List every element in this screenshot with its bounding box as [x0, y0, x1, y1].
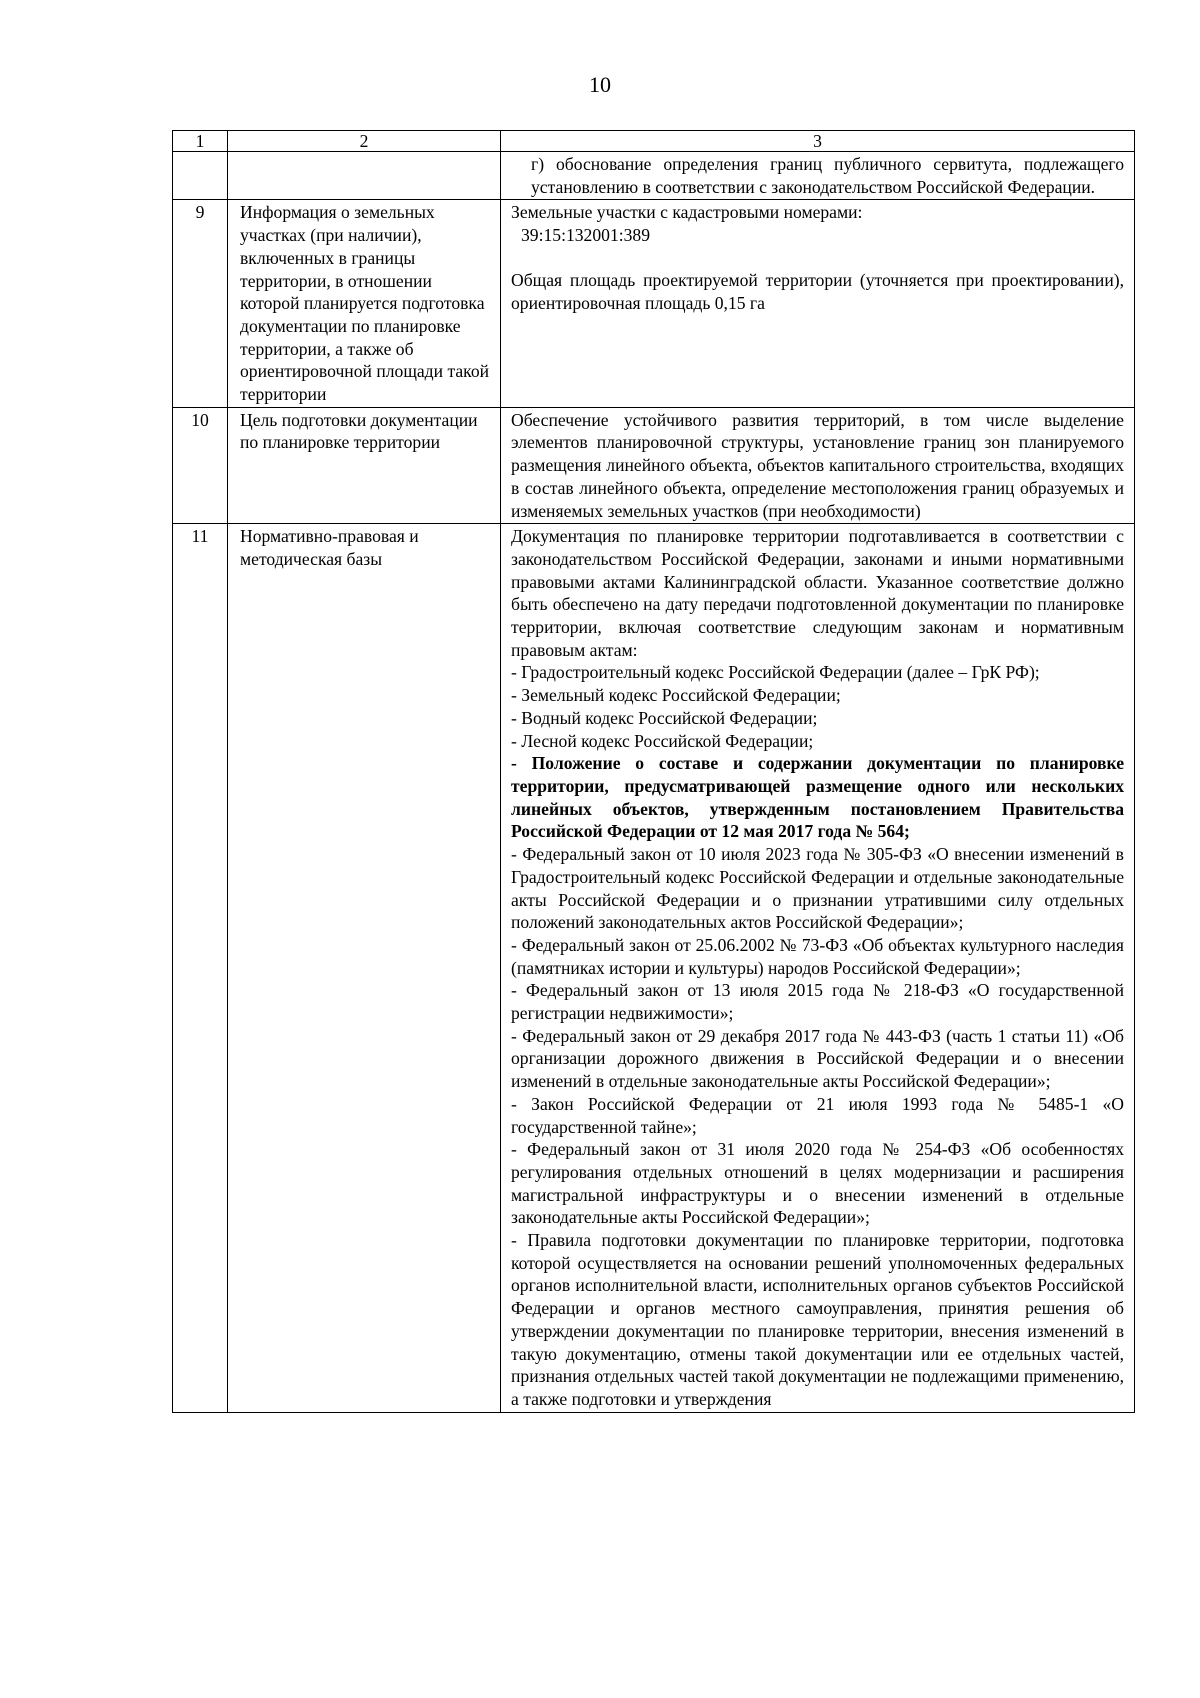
table-header-row — [173, 131, 1135, 152]
list-item: - Земельный кодекс Российской Федерации; — [511, 685, 841, 706]
table-row — [173, 524, 1135, 1412]
row-content — [501, 200, 1135, 407]
list-item: - Федеральный закон от 29 декабря 2017 года № 443-ФЗ (часть 1 статьи 11) «Об организации дорожного движения в Российской Федерации и о внесении изменений в отдельные законодательные акты Российской Федерации»; — [511, 1025, 1124, 1092]
area-text: Общая площадь проектируемой территории (уточняется при проектировании), ориентировочная площадь 0,15 га — [511, 269, 1124, 313]
list-item: - Федеральный закон от 31 июля 2020 года № 254-ФЗ «Об особенностях регулирования отдельных отношений в целях модернизации и расширения магистральной инфраструктуры и о внесении изменений в отдельные законодательные акты Российской Федерации»; — [511, 1139, 1124, 1228]
list-item: - Градостроительный кодекс Российской Федерации (далее – ГрК РФ); — [511, 662, 1040, 683]
table-row — [173, 152, 1135, 200]
intro-paragraph: Документация по планировке территории подготавливается в соответствии с законодательством Российской Федерации, законами и иными нормативными правовыми актами Калининградской области. Указанное соответствие должно быть обеспечено на дату передачи подготовленной документации по планировке территории, включая соответствие следующим законам и нормативным правовым актам: — [511, 526, 1124, 660]
list-item: - Федеральный закон от 13 июля 2015 года № 218-ФЗ «О государственной регистрации недвижимости»; — [511, 980, 1124, 1024]
land-plots-heading: Земельные участки с кадастровыми номерами: — [511, 202, 863, 223]
continuation-text: г) обоснование определения границ публичного сервитута, подлежащего установлению в соответствии с законодательством Российской Федерации. — [531, 154, 1124, 197]
row-content — [501, 524, 1135, 1412]
header-col-1: 1 — [173, 131, 228, 152]
header-col-2: 2 — [228, 131, 501, 152]
list-item-bold: - Положение о составе и содержании документации по планировке территории, предусматривающей размещение одного или нескольких линейных объектов, утвержденным постановлением Правительства Российской Федерации от 12 мая 2017 года № 564; — [511, 753, 1124, 842]
table-row — [173, 407, 1135, 524]
cadastral-number: 39:15:132001:389 — [521, 225, 651, 246]
list-item: - Федеральный закон от 25.06.2002 № 73-ФЗ «Об объектах культурного наследия (памятниках истории и культуры) народов Российской Федерации»; — [511, 934, 1124, 978]
table-row — [173, 200, 1135, 407]
page-number: 10 — [589, 72, 611, 97]
row-number: 11 — [173, 524, 228, 1412]
row-content — [501, 152, 1135, 200]
row-content: Обеспечение устойчивого развития территорий, в том числе выделение элементов планировочной структуры, установление границ зон планируемого размещения линейного объекта, объектов капитального строительства, входящих в состав линейного объекта, определение местоположения границ образуемых и изменяемых земельных участков (при необходимости) — [501, 407, 1135, 524]
list-item: - Закон Российской Федерации от 21 июля 1993 года № 5485-1 «О государственной тайне»; — [511, 1093, 1124, 1137]
row-label: Нормативно-правовая и методическая базы — [228, 524, 501, 1412]
row-number: 9 — [173, 200, 228, 407]
list-item: - Правила подготовки документации по планировке территории, подготовка которой осуществляется на основании решений уполномоченных федеральных органов исполнительной власти, исполнительных органов субъектов Российской Федерации и органов местного самоуправления, принятия решения об утверждении документации по планировке территории, внесения изменений в такую документацию, отмены такой документации или ее отдельных частей, признания отдельных частей такой документации не подлежащими применению, а также подготовки и утверждения — [511, 1230, 1124, 1409]
header-col-3: 3 — [501, 131, 1135, 152]
list-item: - Федеральный закон от 10 июля 2023 года № 305-ФЗ «О внесении изменений в Градостроительный кодекс Российской Федерации и отдельные законодательные акты Российской Федерации и о признании утратившими силу отдельных положений законодательных актов Российской Федерации»; — [511, 844, 1124, 933]
row-number — [173, 152, 228, 200]
list-item: - Лесной кодекс Российской Федерации; — [511, 730, 814, 751]
row-label: Цель подготовки документации по планировке территории — [228, 407, 501, 524]
specification-table — [172, 130, 1135, 1413]
list-item: - Водный кодекс Российской Федерации; — [511, 707, 818, 728]
row-label — [228, 152, 501, 200]
row-number: 10 — [173, 407, 228, 524]
row-label: Информация о земельных участках (при наличии), включенных в границы территории, в отношении которой планируется подготовка документации по планировке территории, а также об ориентировочной площади такой территории — [228, 200, 501, 407]
